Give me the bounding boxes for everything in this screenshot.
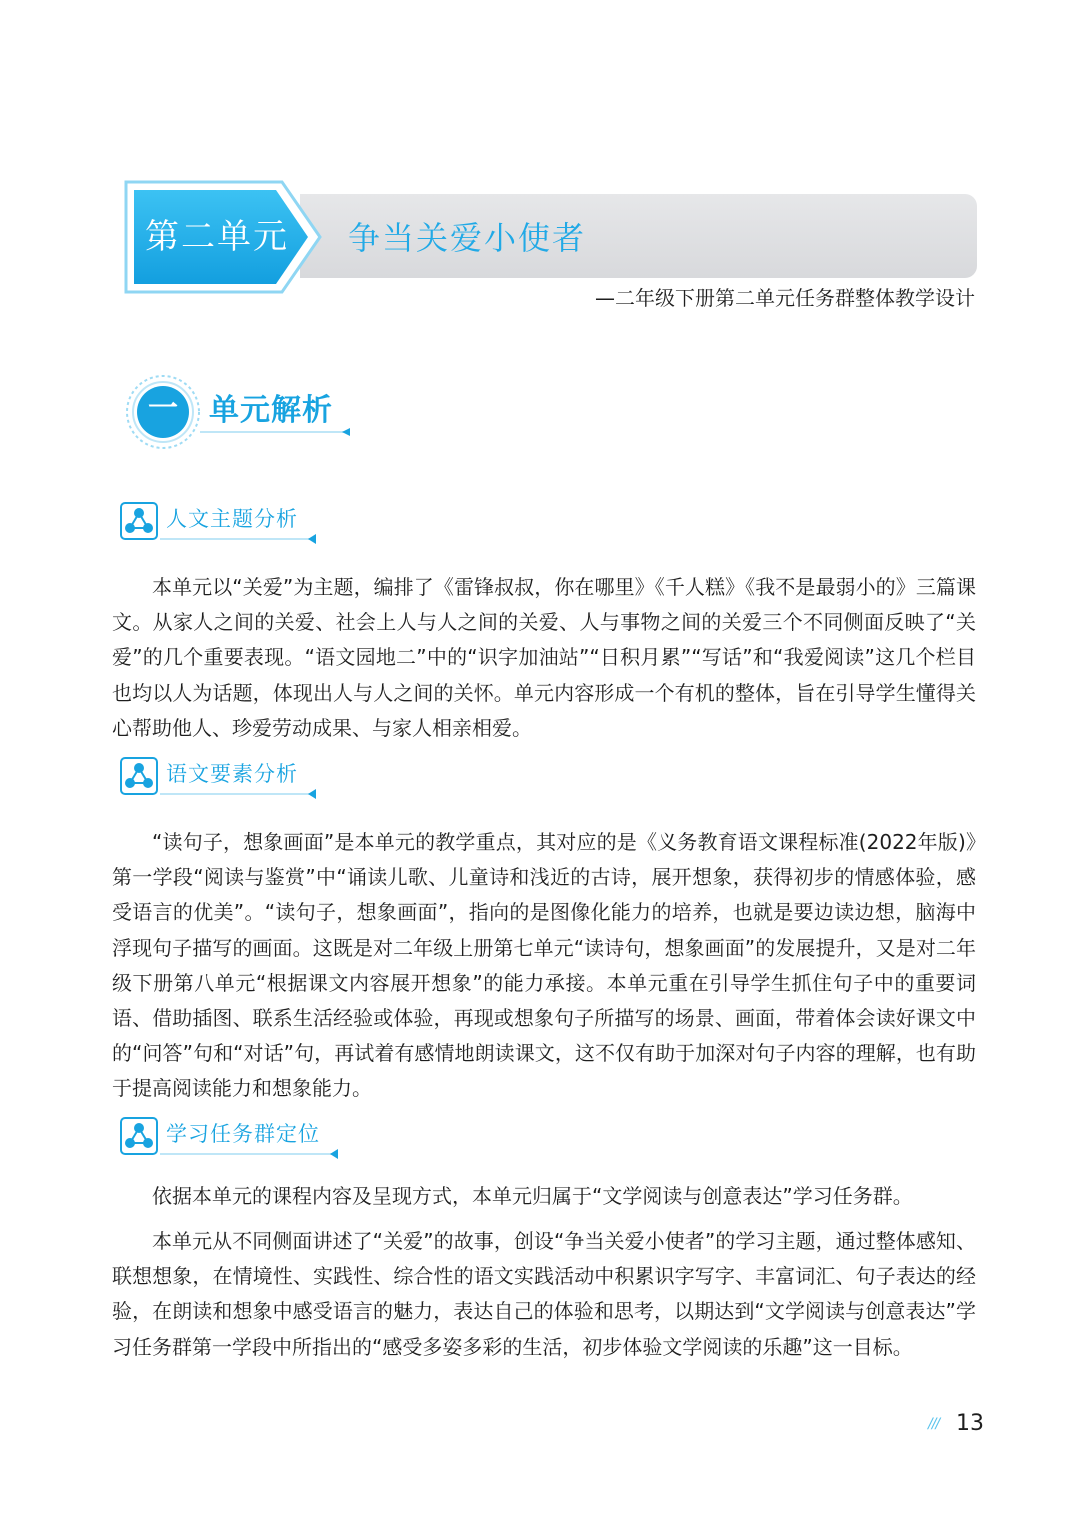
network-nodes-icon	[120, 1117, 158, 1155]
unit-label: 第二单元	[145, 217, 289, 257]
network-nodes-icon	[120, 502, 158, 540]
subsection-arrow-icon	[308, 789, 316, 799]
section-title: 单元解析	[209, 393, 333, 428]
network-nodes-icon	[120, 757, 158, 795]
unit-title: 争当关爱小使者	[348, 219, 587, 257]
paragraph: 本单元以“关爱”为主题，编排了《雷锋叔叔，你在哪里》《千人糕》《我不是最弱小的》三篇课文。从家人之间的关爱、社会上人与人之间的关爱、人与事物之间的关爱三个不同侧面反映了“关爱”的几个重要表现。“语文园地二”中的“识字加油站”“日积月累”“写话”和“我爱阅读”这几个栏目也均以人为话题，体现出人与人之间的关怀。单元内容形成一个有机的整体，旨在引导学生懂得关心帮助他人、珍爱劳动成果、与家人相亲相爱。	[112, 575, 976, 740]
page-number: 13	[956, 1411, 984, 1436]
subsection-underline	[160, 793, 310, 795]
subsection-arrow-icon	[308, 534, 316, 544]
subsection-heading-humanistic	[120, 502, 320, 542]
subsection-title: 学习任务群定位	[166, 1122, 320, 1146]
subsection-underline	[160, 538, 310, 540]
subsection-title: 语文要素分析	[166, 762, 298, 786]
section-number: 一	[148, 391, 178, 426]
unit-subtitle: —二年级下册第二单元任务群整体教学设计	[595, 286, 975, 310]
subsection-arrow-icon	[330, 1149, 338, 1159]
subsection-title: 人文主题分析	[166, 507, 298, 531]
subsection-heading-task-group	[120, 1117, 350, 1157]
page-number-decoration-icon: ///	[928, 1416, 940, 1432]
subsection-underline	[160, 1153, 332, 1155]
paragraph: 本单元从不同侧面讲述了“关爱”的故事，创设“争当关爱小使者”的学习主题，通过整体感知、联想想象，在情境性、实践性、综合性的语文实践活动中积累识字写字、丰富词汇、句子表达的经验，在朗读和想象中感受语言的魅力，表达自己的体验和思考，以期达到“文学阅读与创意表达”学习任务群第一学段中所指出的“感受多姿多彩的生活，初步体验文学阅读的乐趣”这一目标。	[112, 1229, 976, 1359]
subsection-heading-language	[120, 757, 320, 797]
paragraph: 依据本单元的课程内容及呈现方式，本单元归属于“文学阅读与创意表达”学习任务群。	[152, 1184, 913, 1208]
paragraph: “读句子，想象画面”是本单元的教学重点，其对应的是《义务教育语文课程标准(2022年版)》第一学段“阅读与鉴赏”中“诵读儿歌、儿童诗和浅近的古诗，展开想象，获得初步的情感体验，感受语言的优美”。“读句子，想象画面”，指向的是图像化能力的培养，也就是要边读边想，脑海中浮现句子描写的画面。这既是对二年级上册第七单元“读诗句，想象画面”的发展提升，又是对二年级下册第八单元“根据课文内容展开想象”的能力承接。本单元重在引导学生抓住句子中的重要词语、借助插图、联系生活经验或体验，再现或想象句子所描写的场景、画面，带着体会读好课文中的“问答”句和“对话”句，再试着有感情地朗读课文，这不仅有助于加深对句子内容的理解，也有助于提高阅读能力和想象能力。	[112, 830, 976, 1101]
